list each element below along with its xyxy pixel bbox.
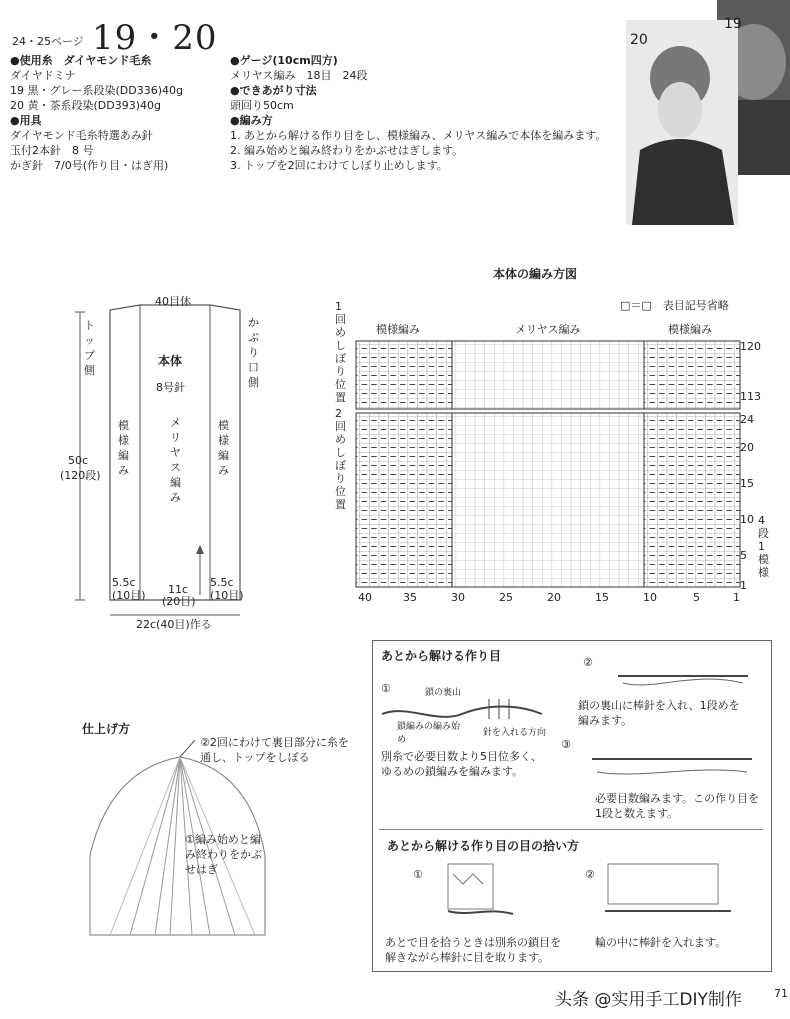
needle-illustration-3 xyxy=(587,747,757,787)
body-right-pattern: 模様編み xyxy=(218,419,229,477)
cast-on-step-1-number: ① xyxy=(381,682,391,695)
body-bottom-label: 22c(40目)作る xyxy=(136,618,212,631)
pickup-step-1-text: あとで目を拾うときは別糸の鎖目を解きながら棒針に目を取ります。 xyxy=(385,936,561,964)
yarn-name: ダイヤドミナ xyxy=(10,69,76,82)
size-title: ●できあがり寸法 xyxy=(230,84,317,97)
photo-label-20: 20 xyxy=(630,32,648,48)
chart-col-20: 20 xyxy=(547,591,561,604)
chart-row-1: 1 xyxy=(740,579,747,592)
cast-on-label-start: 鎖編みの編み始め xyxy=(397,722,461,745)
body-left-width: 5.5c xyxy=(112,576,136,589)
cast-on-step-2-text: 鎖の裏山に棒針を入れ、1段めを編みます。 xyxy=(578,699,740,727)
body-right-width: 5.5c xyxy=(210,576,234,589)
chart-row-20: 20 xyxy=(740,441,754,454)
body-title: 本体 xyxy=(158,354,183,368)
cast-on-label-back: 鎖の裏山 xyxy=(425,688,462,698)
body-center-pattern: メリヤス編み xyxy=(170,416,181,504)
chart-row-113: 113 xyxy=(740,390,761,403)
body-right-stitches: (10目) xyxy=(210,589,244,602)
chart-col-1: 1 xyxy=(733,591,740,604)
gauge-title: ●ゲージ(10cm四方) xyxy=(230,54,338,67)
materials-block xyxy=(10,53,225,173)
watermark: 头条 @实用手工DIY制作 xyxy=(555,990,742,1010)
cast-on-title: あとから解ける作り目 xyxy=(381,649,502,663)
finishing-note-2: ②2回にわけて裏目部分に糸を通し、トップをしぼる xyxy=(200,736,349,764)
cast-on-panel xyxy=(372,640,772,972)
method-step-1: 1. あとから解ける作り目をし、模様編み、メリヤス編みで本体を編みます。 xyxy=(230,129,607,142)
gauge-value: メリヤス編み 18目 24段 xyxy=(230,69,368,82)
body-right-side: かぶり口側 xyxy=(248,316,259,389)
pattern-number: 19・20 xyxy=(92,18,218,58)
chart-legend: □＝□ 表目記号省略 xyxy=(620,299,729,312)
gauge-block xyxy=(230,53,610,173)
chart-col-30: 30 xyxy=(451,591,465,604)
yarn-title: ●使用糸 ダイヤモンド毛糸 xyxy=(10,54,152,67)
chart-side-1: 1回めしぼり位置 xyxy=(335,300,346,404)
body-center-stitches: (20目) xyxy=(162,595,196,608)
pickup-illustration-1 xyxy=(443,859,523,919)
size-value: 頭回り50cm xyxy=(230,99,294,112)
chart-row-120: 120 xyxy=(740,340,761,353)
chart-col-15: 15 xyxy=(595,591,609,604)
pickup-illustration-2 xyxy=(603,859,733,919)
panel-divider xyxy=(379,829,763,830)
cast-on-label-direction: 針を入れる方向 xyxy=(483,728,547,738)
body-height: 50c xyxy=(68,454,89,467)
cast-on-step-3-text: 必要目数編みます。この作り目を1段と数えます。 xyxy=(595,792,760,820)
chart-col-25: 25 xyxy=(499,591,513,604)
chart-col-right: 模様編み xyxy=(668,323,712,336)
cast-on-step-2-number: ② xyxy=(583,656,593,669)
cast-on-step-1-text: 別糸で必要目数より5目位多く、ゆるめの鎖編みを編みます。 xyxy=(381,750,542,778)
tools-line-1: ダイヤモンド毛糸特選あみ針 xyxy=(10,129,153,142)
body-height-rows: (120段) xyxy=(60,469,101,482)
chart-row-5: 5 xyxy=(740,549,747,562)
chart-row-10: 10 xyxy=(740,513,754,526)
chart-row-24: 24 xyxy=(740,413,754,426)
chart-repeat-note: 4段1模様 xyxy=(758,514,769,579)
method-step-2: 2. 編み始めと編み終わりをかぶせはぎします。 xyxy=(230,144,464,157)
yarn-line-20: 20 黄・茶系段染(DD393)40g xyxy=(10,99,161,112)
chart-col-40: 40 xyxy=(358,591,372,604)
chart-col-5: 5 xyxy=(693,591,700,604)
body-diagram xyxy=(60,290,275,635)
pickup-step-2-text: 輪の中に棒針を入れます。 xyxy=(595,936,727,949)
photo-label-19: 19 xyxy=(724,16,742,32)
tools-line-2: 玉付2本針 8 号 xyxy=(10,144,94,157)
tools-title: ●用具 xyxy=(10,114,42,127)
finishing-title: 仕上げ方 xyxy=(82,722,131,736)
chart-col-left: 模様編み xyxy=(376,323,420,336)
page-reference: 24・25ページ xyxy=(12,35,84,48)
page-number: 71 xyxy=(774,987,788,1000)
body-top-label: 40目休 xyxy=(155,295,191,308)
hat-photo xyxy=(622,0,790,225)
chart-col-35: 35 xyxy=(403,591,417,604)
method-step-3: 3. トップを2回にわけてしぼり止めします。 xyxy=(230,159,448,172)
pickup-step-1-number: ① xyxy=(413,868,423,881)
chart-col-10: 10 xyxy=(643,591,657,604)
knitting-chart xyxy=(350,335,745,600)
body-needle: 8号針 xyxy=(156,381,185,394)
needle-illustration-2 xyxy=(613,651,753,701)
finishing-note-1: ①編み始めと編み終わりをかぶせはぎ xyxy=(185,833,262,876)
pickup-title: あとから解ける作り目の目の拾い方 xyxy=(387,839,580,853)
chart-title: 本体の編み方図 xyxy=(493,267,578,281)
chart-side-2: 2回めしぼり位置 xyxy=(335,407,346,511)
method-title: ●編み方 xyxy=(230,114,273,127)
body-left-side: トップ側 xyxy=(84,319,95,377)
body-left-stitches: (10目) xyxy=(112,589,146,602)
yarn-line-19: 19 黒・グレー系段染(DD336)40g xyxy=(10,84,183,97)
body-left-pattern: 模様編み xyxy=(118,419,129,477)
pickup-step-2-number: ② xyxy=(585,868,595,881)
cast-on-step-3-number: ③ xyxy=(561,738,571,751)
body-center-width: 11c xyxy=(168,583,189,596)
chart-row-15: 15 xyxy=(740,477,754,490)
chart-col-center: メリヤス編み xyxy=(515,323,581,336)
tools-line-3: かぎ針 7/0号(作り目・はぎ用) xyxy=(10,159,169,172)
